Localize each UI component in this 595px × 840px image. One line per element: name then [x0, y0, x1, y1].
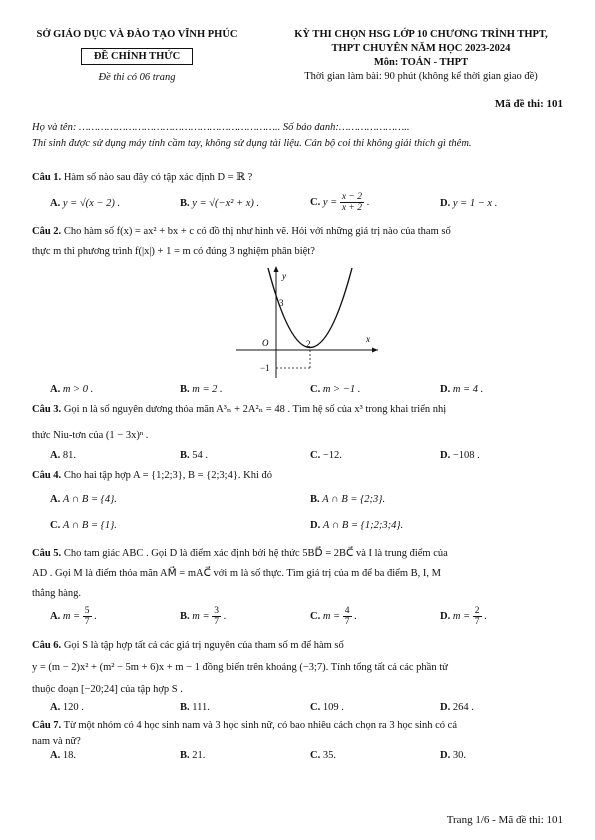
student-info-line: Họ và tên: ……………………………………………………….. Số báo danh:…………………..: [32, 122, 410, 133]
header-right: [262, 28, 580, 84]
q5-option-c[interactable]: C. m = $\frac{4}{7}$ .: [310, 606, 357, 627]
question-2: Câu 2. Cho hàm số f(x) = ax² + bx + c có đồ thị như hình vẽ. Hỏi với những giá trị nào của tham số: [32, 226, 451, 237]
exam-code: Mã đề thi: 101: [494, 98, 563, 110]
page-count: Đề thi có 06 trang: [98, 72, 176, 83]
q4-option-c[interactable]: C. A ∩ B = {1}.: [50, 520, 117, 531]
question-1: [32, 170, 562, 186]
question-3-line-2: thức Niu-tơn của (1 − 3x)ⁿ .: [32, 430, 149, 441]
question-text: Hàm số nào sau đây có tập xác định D = ℝ ?: [63, 172, 253, 183]
q4-option-b[interactable]: B. A ∩ B = {2;3}.: [310, 494, 386, 505]
q3-option-a[interactable]: A. 81.: [50, 450, 76, 461]
q5-option-a[interactable]: A. m = $\frac{5}{7}$ .: [50, 606, 97, 627]
instructions-note: Thí sinh được sử dụng máy tính cầm tay, không sử dụng tài liệu. Cán bộ coi thi không giải thích gì thêm.: [32, 138, 472, 149]
q7-option-a[interactable]: A. 18.: [50, 750, 76, 761]
parabola-graph: [232, 262, 382, 382]
question-6-line-3: thuộc đoạn [−20;24] của tập hợp S .: [32, 684, 183, 695]
x-axis-arrow: [372, 348, 378, 353]
q4-option-a[interactable]: A. A ∩ B = {4}.: [50, 494, 117, 505]
q3-option-d[interactable]: D. −108 .: [440, 450, 480, 461]
question-7: Câu 7. Từ một nhóm có 4 học sinh nam và 3 học sinh nữ, có bao nhiêu cách chọn ra 3 học sinh có cả: [32, 720, 457, 731]
exam-title-2: THPT CHUYÊN NĂM HỌC 2023-2024: [331, 43, 511, 54]
q6-option-a[interactable]: A. 120 .: [50, 702, 84, 713]
q4-option-d[interactable]: D. A ∩ B = {1;2;3;4}.: [310, 520, 404, 531]
question-4: Câu 4. Cho hai tập hợp A = {1;2;3}, B = {2;3;4}. Khi đó: [32, 470, 272, 481]
q2-option-a[interactable]: A. m > 0 .: [50, 384, 94, 395]
question-6: Câu 6. Gọi S là tập hợp tất cả các giá trị nguyên của tham số m để hàm số: [32, 640, 344, 651]
exam-title-1: KỲ THI CHỌN HSG LỚP 10 CHƯƠNG TRÌNH THPT,: [294, 29, 548, 40]
x-axis-label: x: [366, 334, 370, 344]
y-axis-label: y: [282, 271, 286, 281]
q2-option-c[interactable]: C. m > −1 .: [310, 384, 361, 395]
question-label: Câu 1.: [32, 172, 62, 183]
q3-option-c[interactable]: C. −12.: [310, 450, 342, 461]
x-tick-label: 2: [306, 339, 311, 349]
q5-option-d[interactable]: D. m = $\frac{2}{7}$ .: [440, 606, 487, 627]
q1-option-b[interactable]: B. y = √(−x² + x) .: [180, 198, 260, 209]
q5-option-b[interactable]: B. m = $\frac{3}{7}$ .: [180, 606, 227, 627]
q2-option-b[interactable]: B. m = 2 .: [180, 384, 223, 395]
y-tick-label: 3: [279, 298, 284, 308]
min-value-label: −1: [260, 363, 270, 373]
q7-option-d[interactable]: D. 30.: [440, 750, 466, 761]
question-5: Câu 5. Cho tam giác ABC . Gọi D là điểm xác định bởi hệ thức 5BD⃗ = 2BC⃗ và I là trung điểm của: [32, 548, 448, 559]
page-footer: [447, 814, 563, 826]
subject: Môn: TOÁN - THPT: [373, 57, 469, 68]
q1-option-d[interactable]: D. y = 1 − x .: [440, 198, 498, 209]
q7-option-b[interactable]: B. 21.: [180, 750, 206, 761]
q1-option-a[interactable]: A. y = √(x − 2) .: [50, 198, 121, 209]
origin-label: O: [262, 338, 269, 348]
q3-option-b[interactable]: B. 54 .: [180, 450, 209, 461]
question-5-line-3: thẳng hàng.: [32, 588, 81, 599]
question-5-line-2: AD . Gọi M là điểm thỏa mãn AM⃗ = mAC⃗ với m là số thực. Tìm giá trị của m để ba điểm B, I, M: [32, 568, 441, 579]
header-left: [32, 28, 242, 85]
question-2-line-2: thực m thì phương trình f(|x|) + 1 = m có đúng 3 nghiệm phân biệt?: [32, 246, 315, 257]
q6-option-c[interactable]: C. 109 .: [310, 702, 344, 713]
department-name: SỞ GIÁO DỤC VÀ ĐÀO TẠO VĨNH PHÚC: [36, 29, 238, 40]
time-allowed: Thời gian làm bài: 90 phút (không kể thời gian giao đề): [304, 71, 538, 82]
y-axis-arrow: [274, 266, 279, 272]
official-badge: ĐỀ CHÍNH THỨC: [81, 48, 193, 65]
q6-option-d[interactable]: D. 264 .: [440, 702, 474, 713]
q6-option-b[interactable]: B. 111.: [180, 702, 210, 713]
q1-option-c[interactable]: C. y = $\frac{x - 2}{x + 2}$ .: [310, 192, 370, 213]
footer-text: Trang 1/6 - Mã đề thi: 101: [446, 814, 563, 826]
question-7-line-2: nam và nữ?: [32, 736, 81, 747]
q7-option-c[interactable]: C. 35.: [310, 750, 336, 761]
question-3: Câu 3. Gọi n là số nguyên dương thỏa mãn A³ₙ + 2A²ₙ = 48 . Tìm hệ số của x³ trong khai triển nhị: [32, 404, 447, 415]
question-6-line-2: y = (m − 2)x² + (m² − 5m + 6)x + m − 1 đồng biến trên khoảng (−3;7). Tính tổng tất cả các phần tử: [32, 662, 448, 673]
q2-option-d[interactable]: D. m = 4 .: [440, 384, 484, 395]
